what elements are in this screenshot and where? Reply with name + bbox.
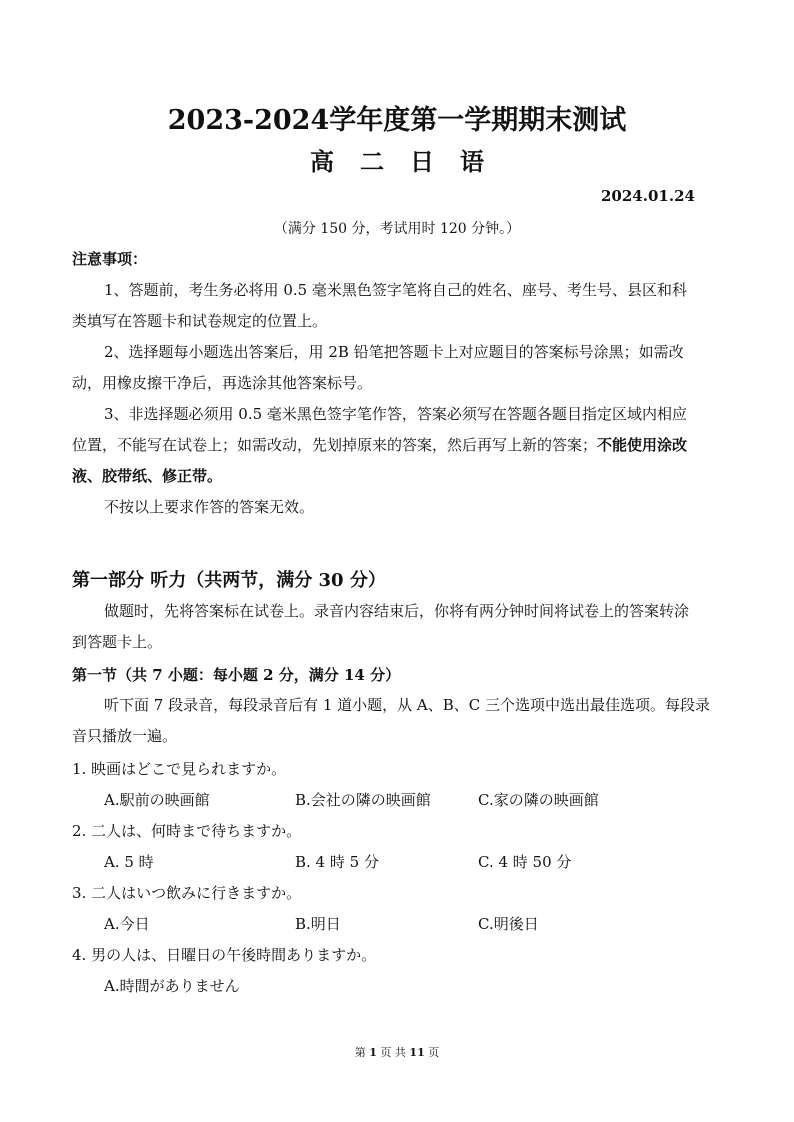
question-2-option-b: B. 4 時 5 分: [295, 853, 379, 871]
question-1-option-a: A.駅前の映画館: [104, 791, 210, 809]
footer-total-pages: 11: [409, 1046, 425, 1059]
footer-page-number: 1: [369, 1046, 377, 1059]
part1-heading: 第一部分 听力（共两节，满分 30 分）: [72, 570, 386, 591]
notice-item-3-bold: 不能使用涂改: [597, 436, 688, 454]
section1-heading: 第一节（共 7 小题：每小题 2 分，满分 14 分）: [72, 666, 401, 684]
notice-item-3-line-2: [72, 435, 687, 455]
question-3: 3. 二人はいつ飲みに行きますか。: [72, 884, 302, 902]
notice-heading: 注意事项：: [72, 250, 148, 268]
question-3-option-c: C.明後日: [478, 915, 539, 933]
question-2-option-c: C. 4 時 50 分: [478, 853, 572, 871]
exam-subtitle: 高二日语: [310, 147, 510, 176]
question-2: 2. 二人は、何時まで待ちますか。: [72, 822, 302, 840]
footer-pre: 第: [354, 1046, 366, 1059]
score-note: （满分 150 分，考试用时 120 分钟。）: [273, 221, 521, 237]
question-1-option-c: C.家の隣の映画館: [478, 791, 599, 809]
notice-item-2-line-1: 2、选择题每小题选出答案后，用 2B 铅笔把答题卡上对应题目的答案标号涂黑；如需改: [104, 343, 684, 361]
page-footer: [0, 1044, 794, 1060]
question-1-option-b: B.会社の隣の映画館: [295, 791, 431, 809]
exam-date: 2024.01.24: [601, 187, 695, 205]
question-4: 4. 男の人は、日曜日の午後時間ありますか。: [72, 946, 377, 964]
question-1: 1. 映画はどこで見られますか。: [72, 760, 287, 778]
question-4-option-a: A.時間がありません: [104, 977, 240, 995]
notice-item-3-line-3: 液、胶带纸、修正带。: [72, 467, 223, 485]
part1-intro-line-2: 到答题卡上。: [72, 633, 163, 651]
footer-mid: 页 共: [380, 1046, 406, 1059]
notice-item-1-line-2: 类填写在答题卡和试卷规定的位置上。: [72, 312, 328, 330]
question-2-option-a: A. 5 時: [104, 853, 154, 871]
part1-intro-line-1: 做题时，先将答案标在试卷上。录音内容结束后，你将有两分钟时间将试卷上的答案转涂: [104, 602, 690, 620]
notice-item-1-line-1: 1、答题前，考生务必将用 0.5 毫米黑色签字笔将自己的姓名、座号、考生号、县区和科: [104, 281, 687, 299]
section1-instructions-line-2: 音只播放一遍。: [72, 727, 178, 745]
notice-item-3-normal: 位置，不能写在试卷上；如需改动，先划掉原来的答案，然后再写上新的答案；: [72, 436, 598, 454]
exam-title: 2023-2024学年度第一学期期末测试: [167, 105, 627, 136]
notice-item-4: 不按以上要求作答的答案无效。: [104, 498, 315, 516]
question-3-option-a: A.今日: [104, 915, 150, 933]
footer-post: 页: [428, 1046, 440, 1059]
section1-instructions-line-1: 听下面 7 段录音，每段录音后有 1 道小题，从 A、B、C 三个选项中选出最佳选项。每段录: [104, 696, 711, 714]
question-3-option-b: B.明日: [295, 915, 341, 933]
notice-item-2-line-2: 动，用橡皮擦干净后，再选涂其他答案标号。: [72, 374, 373, 392]
notice-item-3-line-1: 3、非选择题必须用 0.5 毫米黑色签字笔作答，答案必须写在答题各题目指定区域内相应: [104, 405, 687, 423]
